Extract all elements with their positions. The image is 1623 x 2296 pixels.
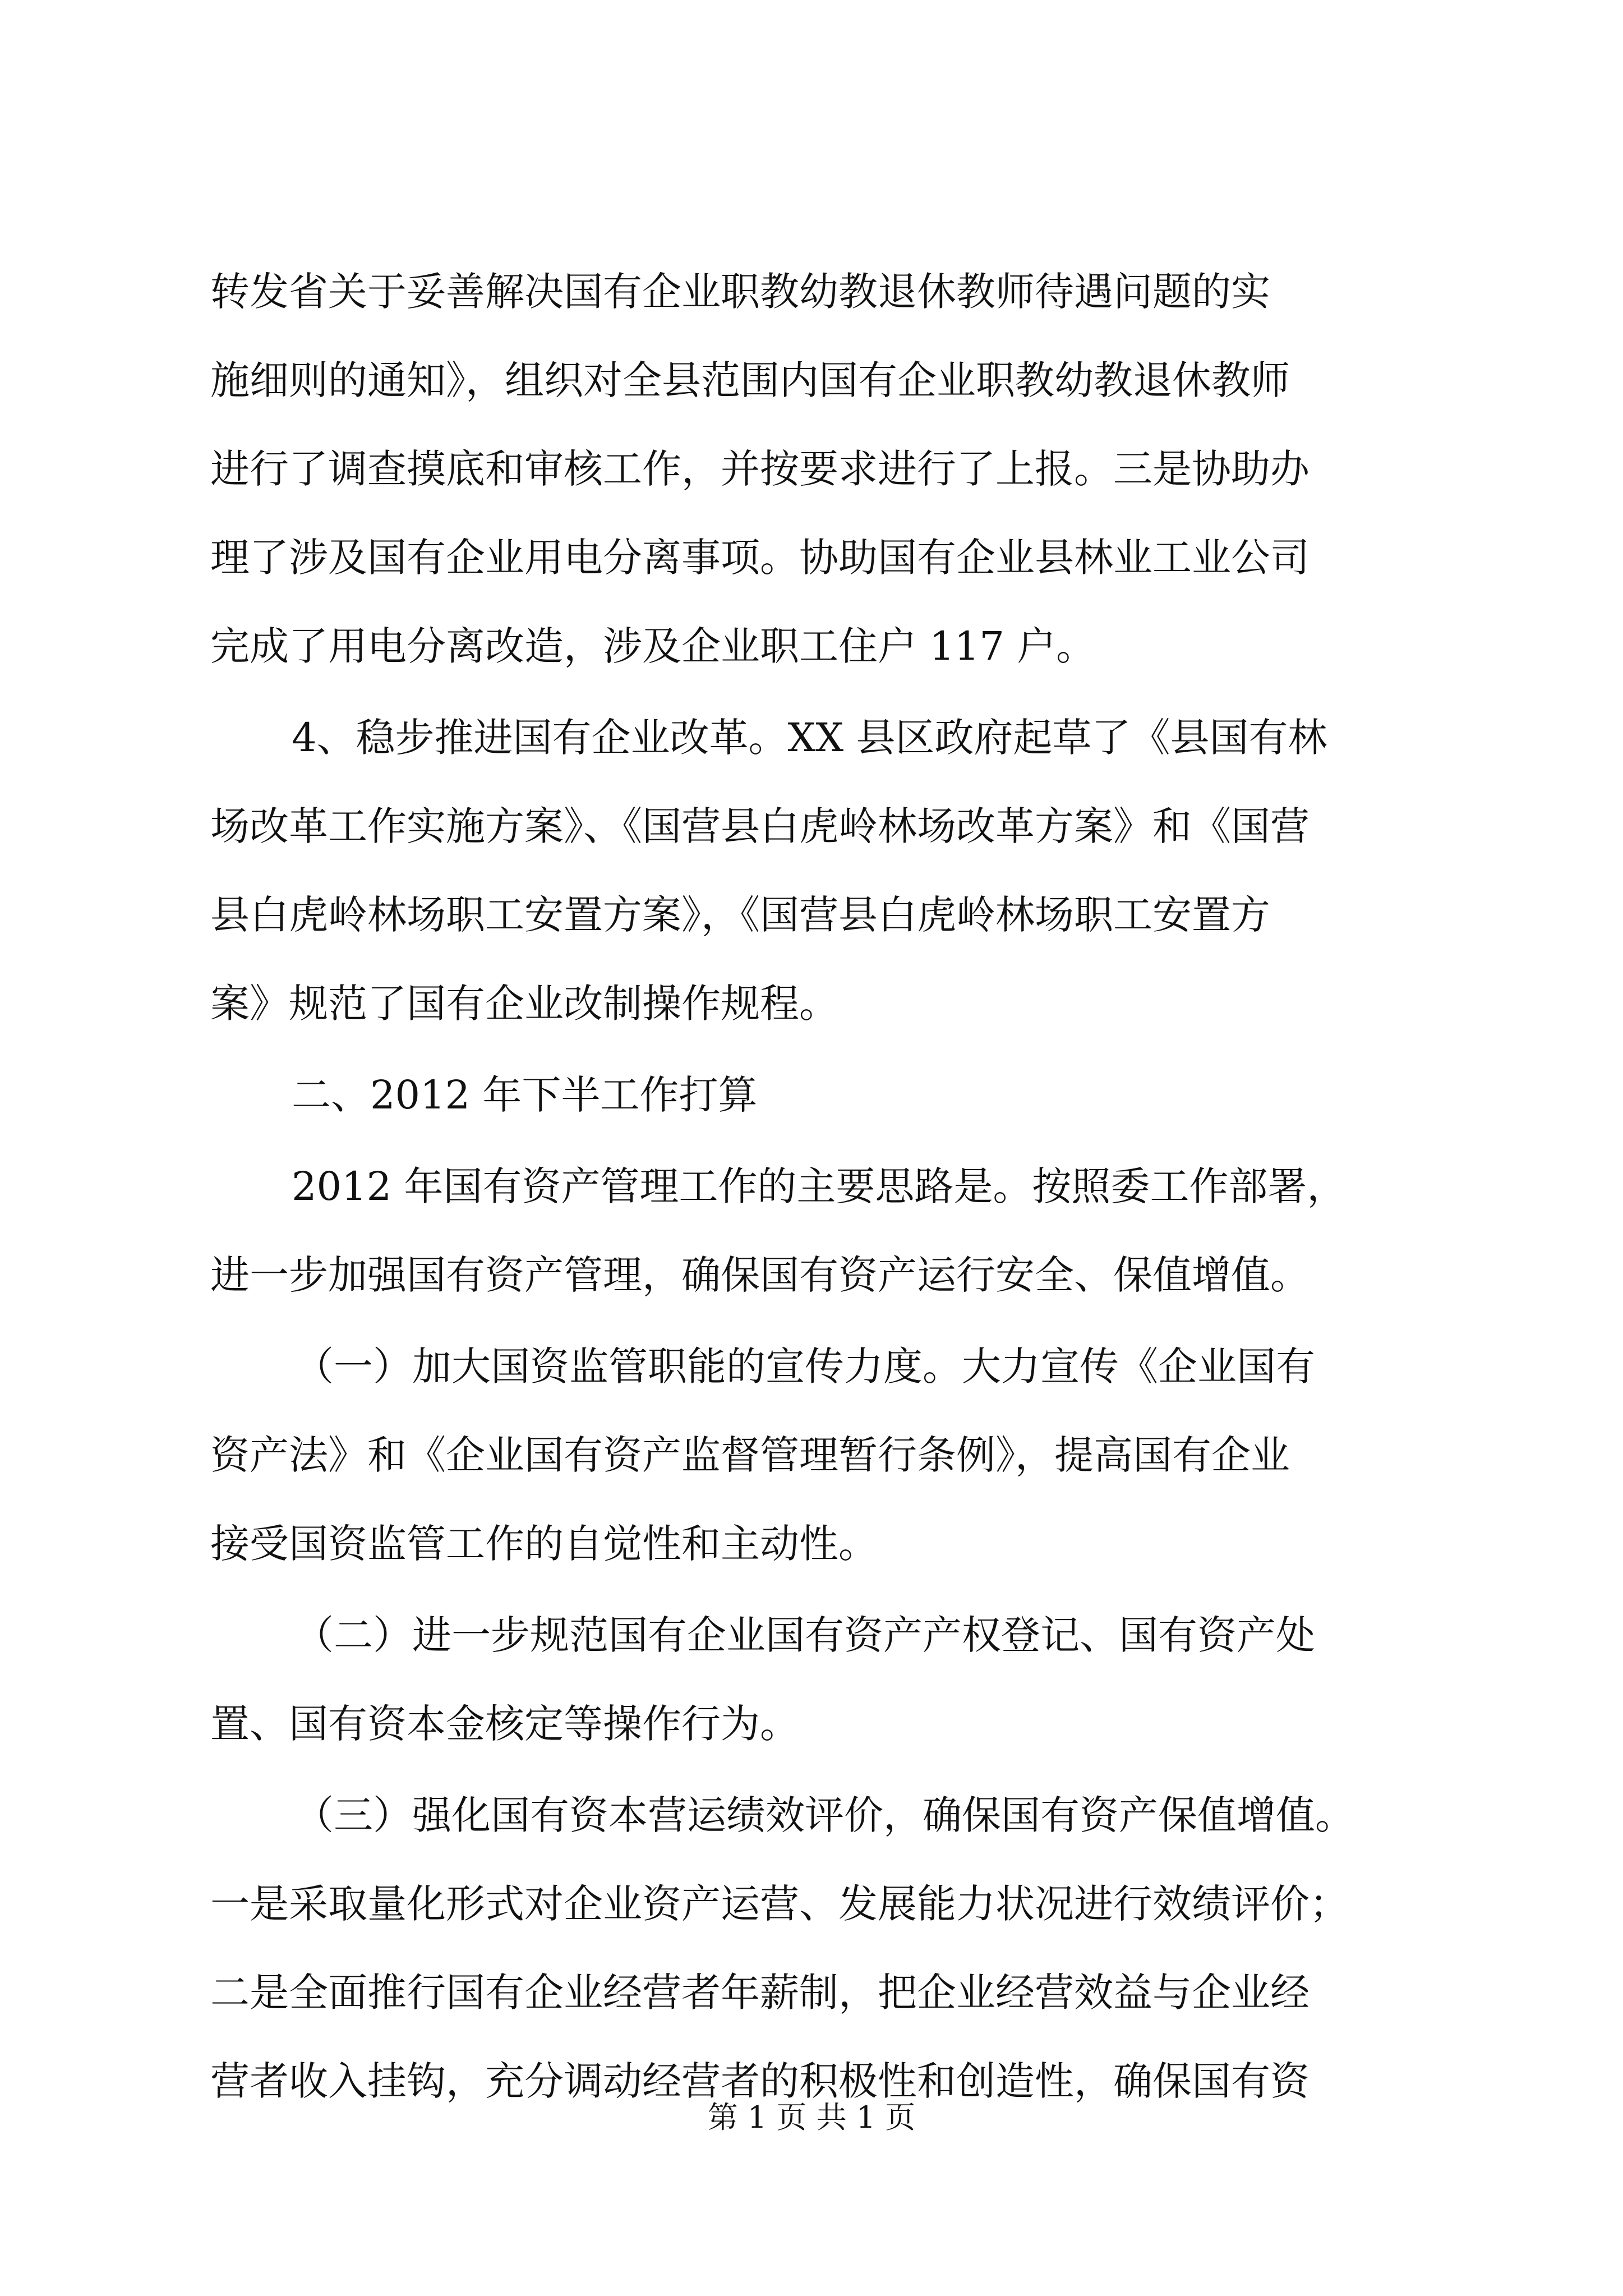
text-line: （二）进一步规范国有企业国有资产产权登记、国有资产处 [294,1612,1315,1658]
text-line: 案》规范了国有企业改制操作规程。 [210,981,838,1027]
page-footer: 第 1 页 共 1 页 [707,2100,916,2135]
text-line: 转发省关于妥善解决国有企业职教幼教退休教师待遇问题的实 [210,269,1270,315]
text-line: 县白虎岭林场职工安置方案》，《国营县白虎岭林场职工安置方 [210,892,1270,938]
text-line: 2012 年国有资产管理工作的主要思路是。按照委工作部署， [292,1163,1347,1209]
text-line: 完成了用电分离改造，涉及企业职工住户 117 户。 [210,623,1096,669]
text-line: 进一步加强国有资产管理，确保国有资产运行安全、保值增值。 [210,1252,1310,1298]
text-line: 二是全面推行国有企业经营者年薪制，把企业经营效益与企业经 [210,1970,1310,2016]
text-line: 场改革工作实施方案》、《国营县白虎岭林场改革方案》和《国营 [210,803,1310,849]
text-line: （三）强化国有资本营运绩效评价，确保国有资产保值增值。 [294,1792,1354,1838]
text-line: （一）加大国资监管职能的宣传力度。大力宣传《企业国有 [294,1343,1315,1389]
text-line: 施细则的通知》，组织对全县范围内国有企业职教幼教退休教师 [210,357,1290,403]
text-line: 4、稳步推进国有企业改革。XX 县区政府起草了《县国有林 [292,715,1327,761]
text-line: 进行了调查摸底和审核工作，并按要求进行了上报。三是协助办 [210,446,1310,492]
text-line: 一是采取量化形式对企业资产运营、发展能力状况进行效绩评价； [210,1881,1349,1927]
text-line: 营者收入挂钩，充分调动经营者的积极性和创造性，确保国有资 [210,2058,1310,2104]
text-line: 接受国资监管工作的自觉性和主动性。 [210,1521,878,1567]
section-heading: 二、2012 年下半工作打算 [292,1072,758,1118]
text-line: 置、国有资本金核定等操作行为。 [210,1701,799,1747]
text-line: 资产法》和《企业国有资产监督管理暂行条例》，提高国有企业 [210,1432,1290,1478]
text-line: 理了涉及国有企业用电分离事项。协助国有企业县林业工业公司 [210,535,1310,581]
